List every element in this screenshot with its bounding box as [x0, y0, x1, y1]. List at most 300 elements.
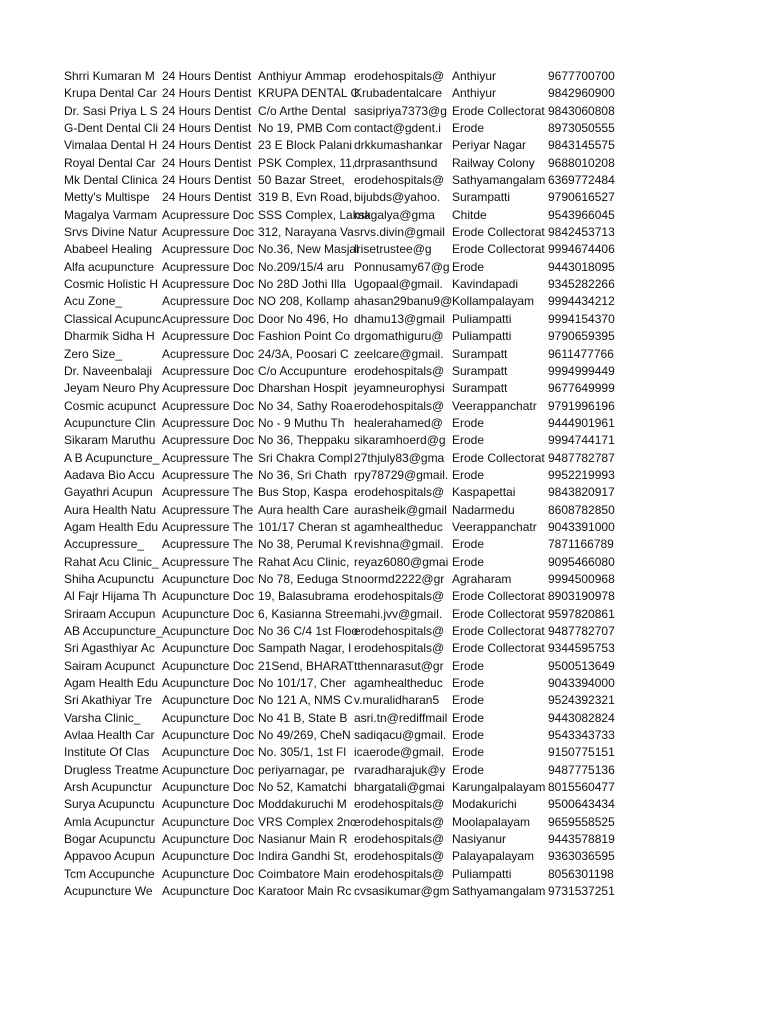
name-cell: Shrri Kumaran M: [64, 69, 155, 83]
email-cell: sasipriya7373@g: [354, 103, 447, 118]
table-row: [0, 640, 768, 657]
table-row: [0, 554, 768, 571]
name-cell: Tcm Accupunche: [64, 866, 155, 881]
name-cell: Al Fajr Hijama Th: [64, 589, 157, 604]
category-cell: Acupuncture Doc: [162, 762, 255, 777]
table-row: [0, 848, 768, 865]
email-cell: erodehospitals@: [354, 589, 445, 604]
email-cell: mahi.jvv@gmail.: [354, 606, 443, 621]
address-cell: No 121 A, NMS C: [258, 693, 353, 708]
phone-cell: 9543343733: [548, 728, 615, 743]
email-cell: magalya@gma: [354, 207, 435, 222]
category-cell: Acupressure Doc: [162, 329, 255, 344]
area-cell: Erode: [452, 121, 485, 136]
phone-cell: 9095466080: [548, 554, 615, 569]
table-row: [0, 744, 768, 761]
category-cell: Acupressure Doc: [162, 277, 255, 292]
name-cell: Magalya Varmam: [64, 207, 158, 222]
name-cell: Gayathri Acupun: [64, 485, 153, 500]
area-cell: Puliampatti: [452, 329, 512, 344]
area-cell: Sathyamangalam: [452, 884, 546, 899]
phone-cell: 9790616527: [548, 190, 615, 205]
address-cell: 24/3A, Poosari C: [258, 346, 349, 361]
name-cell: Institute Of Clas: [64, 745, 150, 760]
area-cell: Erode: [452, 658, 485, 673]
email-cell: aurasheik@gmail: [354, 502, 447, 517]
phone-cell: 9043394000: [548, 676, 615, 691]
area-cell: Nadarmedu: [452, 502, 515, 517]
table-row: [0, 588, 768, 605]
phone-cell: 9842960900: [548, 86, 615, 101]
address-cell: Sri Chakra Compl: [258, 450, 353, 465]
table-row: [0, 137, 768, 154]
email-cell: rvaradharajuk@y: [354, 762, 446, 777]
table-row: [0, 259, 768, 276]
table-row: [0, 346, 768, 363]
email-cell: sikaramhoerd@g: [354, 433, 446, 448]
name-cell: Avlaa Health Car: [64, 728, 155, 743]
name-cell: Royal Dental Car: [64, 155, 156, 170]
address-cell: 50 Bazar Street,: [258, 173, 345, 188]
area-cell: Erode: [452, 259, 485, 274]
area-cell: Sathyamangalam: [452, 173, 546, 188]
name-cell: Varsha Clinic_: [64, 710, 141, 725]
category-cell: 24 Hours Dentist: [162, 103, 252, 118]
phone-cell: 9677649999: [548, 381, 615, 396]
email-cell: asri.tn@rediffmail: [354, 710, 448, 725]
email-cell: erodehospitals@: [354, 849, 445, 864]
category-cell: Acupuncture Doc: [162, 884, 255, 899]
category-cell: Acupressure The: [162, 519, 254, 534]
address-cell: Moddakuruchi M: [258, 797, 347, 812]
area-cell: Erode: [452, 728, 485, 743]
name-cell: AB Accupuncture_: [64, 624, 163, 638]
phone-cell: 9790659395: [548, 329, 615, 344]
area-cell: Kollampalayam: [452, 294, 535, 309]
email-cell: drprasanthsund: [354, 155, 438, 170]
email-cell: erodehospitals@: [354, 866, 445, 881]
address-cell: No 36 C/4 1st Floo: [258, 624, 359, 638]
email-cell: contact@gdent.i: [354, 121, 441, 136]
phone-cell: 9443578819: [548, 832, 615, 847]
category-cell: Acupuncture Doc: [162, 797, 255, 812]
category-cell: Acupressure Doc: [162, 433, 255, 448]
email-cell: dhamu13@gmail: [354, 311, 445, 326]
category-cell: 24 Hours Dentist: [162, 69, 252, 83]
phone-cell: 9731537251: [548, 884, 615, 899]
phone-cell: 9952219993: [548, 467, 615, 482]
phone-cell: 7871166789: [548, 537, 614, 552]
address-cell: No 38, Perumal K: [258, 537, 353, 552]
table-row: [0, 675, 768, 692]
phone-cell: 9500513649: [548, 658, 615, 673]
area-cell: Erode: [452, 676, 485, 691]
table-row: [0, 398, 768, 415]
phone-cell: 9843820917: [548, 485, 615, 500]
name-cell: Srvs Divine Natur: [64, 225, 158, 240]
table-row: [0, 779, 768, 796]
area-cell: Erode: [452, 433, 485, 448]
area-cell: Erode Collectorat: [452, 606, 545, 621]
email-cell: sadiqacu@gmail.: [354, 728, 447, 743]
category-cell: 24 Hours Dentist: [162, 190, 252, 205]
phone-cell: 9611477766: [548, 346, 614, 361]
email-cell: erodehospitals@: [354, 398, 445, 413]
area-cell: Erode Collectorat: [452, 624, 545, 638]
table-row: [0, 241, 768, 258]
phone-cell: 9843060808: [548, 103, 615, 118]
table-row: [0, 484, 768, 501]
address-cell: Coimbatore Main: [258, 866, 350, 881]
address-cell: Anthiyur Ammap: [258, 69, 347, 83]
category-cell: Acupuncture Doc: [162, 866, 255, 881]
email-cell: erodehospitals@: [354, 814, 445, 829]
phone-cell: 9597820861: [548, 606, 615, 621]
table-row: [0, 762, 768, 779]
name-cell: Rahat Acu Clinic_: [64, 554, 159, 569]
email-cell: erodehospitals@: [354, 624, 445, 638]
table-row: [0, 710, 768, 727]
area-cell: Erode: [452, 693, 485, 708]
phone-cell: 9994154370: [548, 311, 615, 326]
phone-cell: 9994999449: [548, 363, 615, 378]
phone-cell: 9443018095: [548, 259, 615, 274]
table-row: [0, 727, 768, 744]
category-cell: Acupressure Doc: [162, 398, 255, 413]
table-row: [0, 796, 768, 813]
category-cell: Acupressure Doc: [162, 381, 255, 396]
name-cell: Zero Size_: [64, 346, 123, 361]
table-row: [0, 68, 768, 85]
email-cell: erodehospitals@: [354, 641, 445, 656]
email-cell: erodehospitals@: [354, 173, 445, 188]
address-cell: No 36, Sri Chath: [258, 467, 347, 482]
address-cell: KRUPA DENTAL C: [258, 86, 360, 101]
address-cell: 23 E Block Palani: [258, 138, 353, 153]
address-cell: No 19, PMB Com: [258, 121, 352, 136]
area-cell: Agraharam: [452, 571, 512, 586]
category-cell: Acupressure The: [162, 537, 254, 552]
category-cell: 24 Hours Dentist: [162, 138, 252, 153]
phone-cell: 9994744171: [548, 433, 615, 448]
address-cell: Sampath Nagar, I: [258, 641, 352, 656]
table-row: [0, 172, 768, 189]
name-cell: Sikaram Maruthu: [64, 433, 156, 448]
table-row: [0, 380, 768, 397]
phone-cell: 9150775151: [548, 745, 615, 760]
table-row: [0, 207, 768, 224]
category-cell: Acupuncture Doc: [162, 676, 255, 691]
email-cell: Ponnusamy67@g: [354, 259, 450, 274]
name-cell: Drugless Treatme: [64, 762, 159, 777]
name-cell: Jeyam Neuro Phy: [64, 381, 160, 396]
table-row: [0, 276, 768, 293]
name-cell: Dr. Naveenbalaji: [64, 363, 153, 378]
address-cell: No. 305/1, 1st Fl: [258, 745, 347, 760]
category-cell: Acupuncture Doc: [162, 624, 255, 638]
phone-cell: 9842453713: [548, 225, 615, 240]
address-cell: 101/17 Cheran st: [258, 519, 351, 534]
category-cell: 24 Hours Dentist: [162, 155, 252, 170]
area-cell: Erode Collectorat: [452, 641, 545, 656]
table-row: [0, 519, 768, 536]
category-cell: Acupuncture Doc: [162, 606, 255, 621]
address-cell: Rahat Acu Clinic,: [258, 554, 350, 569]
table-row: [0, 606, 768, 623]
area-cell: Railway Colony: [452, 155, 535, 170]
phone-cell: 9688010208: [548, 155, 615, 170]
email-cell: drgomathiguru@: [354, 329, 444, 344]
email-cell: agamhealtheduc: [354, 676, 443, 691]
category-cell: Acupuncture Doc: [162, 571, 255, 586]
area-cell: Modakurichi: [452, 797, 517, 812]
email-cell: reyaz6080@gmai: [354, 554, 449, 569]
phone-cell: 6369772484: [548, 173, 615, 188]
area-cell: Erode: [452, 745, 485, 760]
address-cell: C/o Accupunture: [258, 363, 347, 378]
address-cell: 312, Narayana Va: [258, 225, 354, 240]
category-cell: Acupuncture Doc: [162, 641, 255, 656]
phone-cell: 8903190978: [548, 589, 615, 604]
address-cell: No 52, Kamatchi: [258, 780, 347, 795]
phone-cell: 9487782787: [548, 450, 615, 465]
name-cell: Classical Acupunc: [64, 311, 162, 326]
name-cell: Agam Health Edu: [64, 519, 159, 534]
address-cell: No 28D Jothi Illa: [258, 277, 347, 292]
address-cell: No 49/269, CheN: [258, 728, 351, 743]
table-row: [0, 502, 768, 519]
name-cell: Shiha Acupunctu: [64, 571, 155, 586]
email-cell: 27thjuly83@gma: [354, 450, 445, 465]
area-cell: Karungalpalayam: [452, 780, 546, 795]
area-cell: Veerappanchatr: [452, 398, 537, 413]
category-cell: Acupuncture Doc: [162, 849, 255, 864]
area-cell: Surampatt: [452, 346, 508, 361]
area-cell: Chitde: [452, 207, 487, 222]
table-row: [0, 432, 768, 449]
email-cell: healerahamed@: [354, 415, 443, 430]
address-cell: Fashion Point Co: [258, 329, 351, 344]
email-cell: agamhealtheduc: [354, 519, 443, 534]
name-cell: Amla Acupunctur: [64, 814, 155, 829]
name-cell: Alfa acupuncture: [64, 259, 155, 274]
name-cell: Aadava Bio Accu: [64, 467, 155, 482]
category-cell: Acupressure The: [162, 554, 254, 569]
table-row: [0, 536, 768, 553]
category-cell: Acupressure Doc: [162, 311, 255, 326]
name-cell: Ababeel Healing: [64, 242, 153, 257]
address-cell: Aura health Care: [258, 502, 349, 517]
table-row: [0, 293, 768, 310]
email-cell: lrisetrustee@g: [354, 242, 432, 257]
table-row: [0, 328, 768, 345]
address-cell: VRS Complex 2nc: [258, 814, 357, 829]
address-cell: No 101/17, Cher: [258, 676, 347, 691]
name-cell: Sairam Acupunct: [64, 658, 155, 673]
address-cell: No 78, Eeduga St: [258, 571, 353, 586]
table-row: [0, 571, 768, 588]
name-cell: Cosmic acupunct: [64, 398, 157, 413]
area-cell: Puliampatti: [452, 866, 512, 881]
table-row: [0, 155, 768, 172]
area-cell: Erode: [452, 554, 485, 569]
email-cell: rpy78729@gmail.: [354, 467, 449, 482]
area-cell: Anthiyur: [452, 86, 497, 101]
area-cell: Surampatti: [452, 190, 511, 205]
category-cell: Acupuncture Doc: [162, 693, 255, 708]
phone-cell: 8973050555: [548, 121, 615, 136]
address-cell: 319 B, Evn Road,: [258, 190, 353, 205]
name-cell: Sriraam Accupun: [64, 606, 156, 621]
address-cell: PSK Complex, 11,: [258, 155, 356, 170]
table-row: [0, 363, 768, 380]
name-cell: Acu Zone_: [64, 294, 123, 309]
area-cell: Surampatt: [452, 381, 508, 396]
area-cell: Moolapalayam: [452, 814, 531, 829]
email-cell: srvs.divin@gmail: [354, 225, 445, 240]
email-cell: ahasan29banu9@: [354, 294, 453, 309]
category-cell: 24 Hours Dentist: [162, 121, 252, 136]
email-cell: v.muralidharan5: [354, 693, 440, 708]
address-cell: NO 208, Kollamp: [258, 294, 350, 309]
email-cell: bijubds@yahoo.: [354, 190, 441, 205]
phone-cell: 9487775136: [548, 762, 615, 777]
name-cell: Vimalaa Dental H: [64, 138, 158, 153]
name-cell: Dharmik Sidha H: [64, 329, 155, 344]
table-row: [0, 467, 768, 484]
address-cell: No.209/15/4 aru: [258, 259, 345, 274]
area-cell: Erode Collectorat: [452, 450, 545, 465]
name-cell: Arsh Acupunctur: [64, 780, 153, 795]
address-cell: Nasianur Main R: [258, 832, 348, 847]
area-cell: Erode Collectorat: [452, 103, 545, 118]
name-cell: Aura Health Natu: [64, 502, 157, 517]
email-cell: cvsasikumar@gm: [354, 884, 450, 899]
category-cell: Acupuncture Doc: [162, 832, 255, 847]
area-cell: Nasiyanur: [452, 832, 507, 847]
email-cell: erodehospitals@: [354, 832, 445, 847]
area-cell: Erode Collectorat: [452, 589, 545, 604]
email-cell: icaerode@gmail.: [354, 745, 445, 760]
table-row: [0, 120, 768, 137]
area-cell: Kavindapadi: [452, 277, 519, 292]
phone-cell: 9524392321: [548, 693, 615, 708]
name-cell: Appavoo Acupun: [64, 849, 155, 864]
email-cell: jeyamneurophysi: [354, 381, 445, 396]
phone-cell: 8015560477: [548, 780, 615, 795]
address-cell: No 41 B, State B: [258, 710, 348, 725]
category-cell: Acupressure Doc: [162, 294, 255, 309]
category-cell: Acupressure Doc: [162, 415, 255, 430]
category-cell: Acupuncture Doc: [162, 728, 255, 743]
name-cell: Sri Akathiyar Tre: [64, 693, 153, 708]
address-cell: Door No 496, Ho: [258, 311, 349, 326]
phone-cell: 9994434212: [548, 294, 615, 309]
category-cell: Acupressure Doc: [162, 363, 255, 378]
name-cell: Acupuncture Clin: [64, 415, 156, 430]
name-cell: Mk Dental Clinica: [64, 173, 158, 188]
phone-cell: 9444901961: [548, 415, 615, 430]
category-cell: Acupressure Doc: [162, 242, 255, 257]
phone-cell: 8056301198: [548, 866, 614, 881]
category-cell: Acupuncture Doc: [162, 745, 255, 760]
area-cell: Palayapalayam: [452, 849, 535, 864]
name-cell: Cosmic Holistic H: [64, 277, 159, 292]
address-cell: Dharshan Hospit: [258, 381, 348, 396]
table-row: [0, 866, 768, 883]
area-cell: Erode: [452, 467, 485, 482]
phone-cell: 9843145575: [548, 138, 615, 153]
name-cell: Krupa Dental Car: [64, 86, 157, 101]
category-cell: Acupressure The: [162, 502, 254, 517]
email-cell: Ugopaal@gmail.: [354, 277, 443, 292]
phone-cell: 9345282266: [548, 277, 615, 292]
phone-cell: 9994500968: [548, 571, 615, 586]
address-cell: No 36, Theppaku: [258, 433, 350, 448]
phone-cell: 9791996196: [548, 398, 615, 413]
email-cell: drkkumashankar: [354, 138, 443, 153]
name-cell: Accupressure_: [64, 537, 145, 552]
table-row: [0, 311, 768, 328]
name-cell: Acupuncture We: [64, 884, 153, 899]
area-cell: Erode: [452, 415, 485, 430]
address-cell: Karatoor Main Rc: [258, 884, 352, 899]
area-cell: Anthiyur: [452, 69, 497, 83]
area-cell: Surampatt: [452, 363, 508, 378]
category-cell: Acupressure The: [162, 450, 254, 465]
address-cell: No.36, New Masjal: [258, 242, 359, 257]
category-cell: Acupuncture Doc: [162, 658, 255, 673]
table-row: [0, 450, 768, 467]
email-cell: erodehospitals@: [354, 485, 445, 500]
phone-cell: 9443082824: [548, 710, 615, 725]
address-cell: 6, Kasianna Stree: [258, 606, 354, 621]
area-cell: Puliampatti: [452, 311, 512, 326]
area-cell: Erode: [452, 710, 485, 725]
table-row: [0, 224, 768, 241]
category-cell: Acupuncture Doc: [162, 710, 255, 725]
address-cell: periyarnagar, pe: [258, 762, 345, 777]
email-cell: bhargatali@gmai: [354, 780, 445, 795]
address-cell: SSS Complex, Laksk: [258, 207, 371, 222]
category-cell: Acupressure Doc: [162, 259, 255, 274]
name-cell: Bogar Acupunctu: [64, 832, 156, 847]
address-cell: 21Send, BHARAT: [258, 658, 354, 673]
category-cell: Acupuncture Doc: [162, 814, 255, 829]
table-row: [0, 692, 768, 709]
area-cell: Veerappanchatr: [452, 519, 537, 534]
phone-cell: 8608782850: [548, 502, 615, 517]
category-cell: 24 Hours Dentist: [162, 173, 252, 188]
category-cell: Acupuncture Doc: [162, 589, 255, 604]
address-cell: C/o Arthe Dental: [258, 103, 347, 118]
phone-cell: 9994674406: [548, 242, 615, 257]
table-row: [0, 189, 768, 206]
email-cell: Krubadentalcare: [354, 86, 443, 101]
email-cell: revishna@gmail.: [354, 537, 444, 552]
area-cell: Erode: [452, 762, 485, 777]
category-cell: Acupressure The: [162, 485, 254, 500]
phone-cell: 9659558525: [548, 814, 615, 829]
phone-cell: 9363036595: [548, 849, 615, 864]
phone-cell: 9043391000: [548, 519, 615, 534]
address-cell: 19, Balasubrama: [258, 589, 349, 604]
name-cell: Metty's Multispe: [64, 190, 150, 205]
spreadsheet-table: [0, 68, 768, 901]
area-cell: Erode: [452, 537, 485, 552]
area-cell: Erode Collectorat: [452, 225, 545, 240]
phone-cell: 9487782707: [548, 624, 615, 638]
